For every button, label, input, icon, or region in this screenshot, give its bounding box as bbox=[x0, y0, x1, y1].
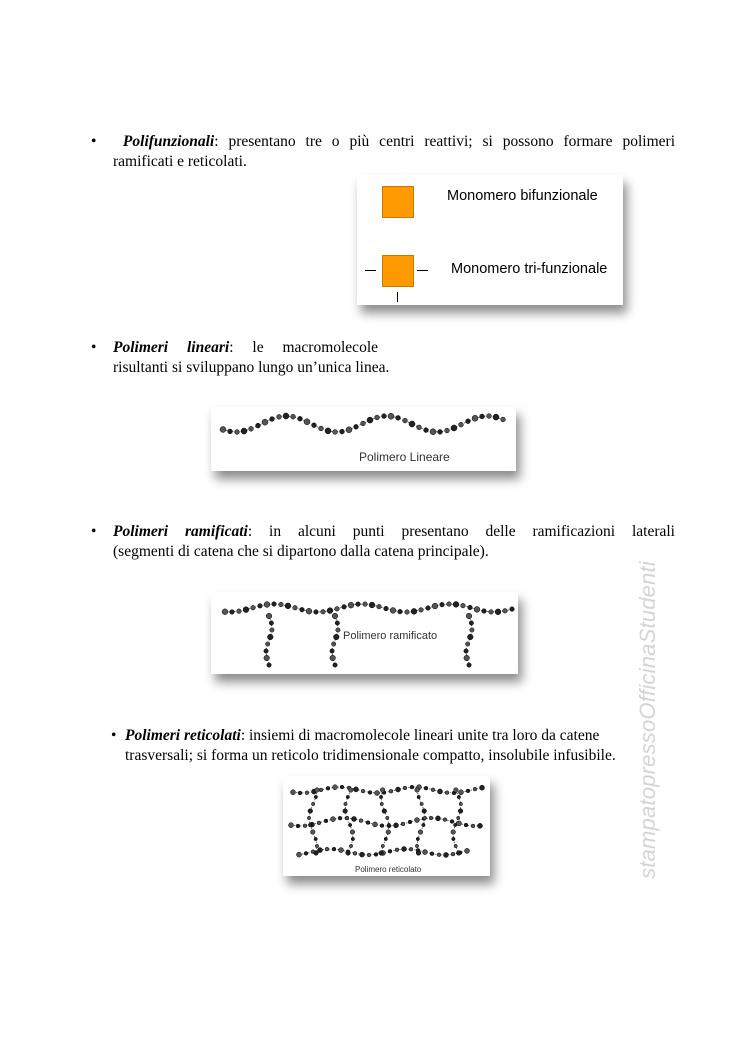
monomer-bead bbox=[340, 429, 345, 434]
monomer-bead bbox=[324, 819, 328, 823]
text-line: risultanti si sviluppano lungo un’unica linea. bbox=[113, 359, 390, 376]
monomer-bead bbox=[457, 816, 460, 819]
monomer-bead bbox=[222, 609, 228, 615]
monomer-bead bbox=[384, 837, 387, 840]
monomer-bead bbox=[332, 847, 336, 851]
label-bifunzionale: Monomero bifunzionale bbox=[447, 188, 598, 204]
monomer-bead bbox=[310, 830, 315, 835]
monomer-bead bbox=[267, 634, 273, 640]
monomer-bead bbox=[389, 789, 393, 793]
chain-beads bbox=[289, 785, 485, 858]
chain-beads bbox=[220, 413, 505, 435]
monomer-bead bbox=[469, 621, 473, 625]
monomer-bead bbox=[353, 851, 357, 855]
monomer-bead bbox=[291, 790, 296, 795]
monomer-bead bbox=[466, 789, 470, 793]
monomer-bead bbox=[262, 419, 268, 425]
monomer-bead bbox=[330, 649, 334, 653]
monomer-bead bbox=[510, 607, 515, 612]
monomer-bead bbox=[350, 830, 355, 835]
monomer-bead bbox=[465, 848, 470, 853]
monomer-bead bbox=[296, 824, 300, 828]
monomer-bead bbox=[300, 607, 305, 612]
monomer-bead bbox=[451, 852, 455, 856]
monomer-bead bbox=[380, 788, 385, 793]
monomer-bead bbox=[382, 809, 387, 814]
chain-bond bbox=[309, 790, 317, 853]
chain-bond bbox=[345, 790, 353, 853]
monomer-bead bbox=[277, 414, 282, 419]
monomer-bead bbox=[220, 426, 226, 432]
monomer-bead bbox=[396, 787, 401, 792]
monomer-bead bbox=[319, 426, 324, 431]
bullet: • bbox=[111, 727, 117, 744]
monomer-bead bbox=[314, 837, 317, 840]
monomer-bead bbox=[251, 605, 256, 610]
monomer-bead bbox=[482, 609, 487, 614]
bond-bottom bbox=[397, 292, 398, 302]
monomer-bead bbox=[438, 789, 443, 794]
monomer-bead bbox=[340, 785, 344, 789]
monomer-trifunctional-box bbox=[382, 255, 414, 287]
monomer-bead bbox=[351, 837, 354, 840]
monomer-bead bbox=[241, 428, 247, 434]
monomer-bead bbox=[416, 837, 419, 840]
monomer-bead bbox=[415, 818, 420, 823]
monomer-bead bbox=[289, 823, 294, 828]
monomer-bead bbox=[438, 429, 443, 434]
monomer-bead bbox=[380, 824, 384, 828]
term-ramificati: Polimeri ramificati bbox=[113, 523, 248, 540]
monomer-bead bbox=[408, 820, 412, 824]
monomer-bead bbox=[333, 430, 338, 435]
watermark: stampatopressoOfficinaStudenti bbox=[635, 561, 660, 879]
bullet: • bbox=[91, 133, 97, 150]
monomer-bead bbox=[279, 602, 284, 607]
monomer-bead bbox=[424, 428, 429, 433]
monomer-bead bbox=[415, 788, 420, 793]
monomer-bead bbox=[264, 655, 270, 661]
monomer-bead bbox=[308, 809, 313, 814]
monomer-bead bbox=[333, 663, 337, 667]
monomer-bead bbox=[315, 788, 320, 793]
monomer-bead bbox=[354, 787, 359, 792]
monomer-bead bbox=[416, 851, 421, 856]
monomer-bead bbox=[336, 628, 340, 632]
monomer-bead bbox=[331, 817, 336, 822]
monomer-bead bbox=[423, 816, 426, 819]
monomer-bead bbox=[396, 415, 401, 420]
bond-right bbox=[417, 270, 428, 271]
monomer-bead bbox=[291, 414, 296, 419]
monomer-bead bbox=[377, 604, 382, 609]
monomer-bead bbox=[256, 423, 261, 428]
monomer-bead bbox=[303, 824, 307, 828]
monomer-bead bbox=[411, 608, 417, 614]
monomer-bead bbox=[363, 602, 368, 607]
monomer-bead bbox=[265, 642, 269, 646]
monomer-bead bbox=[325, 428, 331, 434]
monomer-bead bbox=[429, 816, 433, 820]
monomer-bead bbox=[335, 621, 339, 625]
monomer-bead bbox=[367, 417, 373, 423]
monomer-bead bbox=[471, 824, 475, 828]
monomer-bead bbox=[319, 788, 323, 792]
monomer-bead bbox=[380, 802, 383, 805]
monomer-bead bbox=[386, 830, 391, 835]
monomer-bead bbox=[264, 602, 270, 608]
monomer-bead bbox=[306, 608, 312, 614]
paragraph-reticolati bbox=[111, 726, 665, 766]
monomer-bead bbox=[468, 605, 473, 610]
monomer-bead bbox=[327, 608, 333, 614]
branched-polymer-figure bbox=[211, 592, 518, 674]
monomer-bead bbox=[410, 785, 414, 789]
monomer-bead bbox=[480, 414, 485, 419]
monomer-bead bbox=[432, 603, 438, 609]
monomer-bead bbox=[472, 415, 478, 421]
monomer-bead bbox=[264, 649, 268, 653]
monomer-bead bbox=[235, 430, 240, 435]
monomer-bead bbox=[443, 818, 447, 822]
monomer-bead bbox=[445, 791, 449, 795]
monomer-bead bbox=[374, 852, 378, 856]
monomer-bead bbox=[493, 414, 499, 420]
monomer-bead bbox=[384, 606, 389, 611]
monomer-bead bbox=[457, 795, 460, 798]
network-polymer-figure bbox=[283, 776, 490, 876]
monomer-bead bbox=[430, 852, 434, 856]
monomer-bead bbox=[369, 602, 375, 608]
monomer-bead bbox=[343, 809, 348, 814]
monomer-bead bbox=[390, 608, 396, 614]
paragraph-ramificati bbox=[91, 522, 675, 562]
monomer-bead bbox=[451, 830, 456, 835]
bond-left bbox=[365, 270, 376, 271]
monomer-bead bbox=[445, 428, 450, 433]
bullet: • bbox=[91, 523, 97, 540]
paragraph-lineari bbox=[91, 338, 390, 378]
monomer-bead bbox=[422, 809, 427, 814]
monomer-bead bbox=[368, 791, 372, 795]
text-line: trasversali; si forma un reticolo tridimensionale compatto, insolubile infusibile. bbox=[125, 747, 616, 764]
monomer-bead bbox=[326, 786, 330, 790]
monomer-bead bbox=[437, 853, 441, 857]
monomer-bead bbox=[489, 610, 494, 615]
monomer-bead bbox=[423, 850, 428, 855]
monomer-bead bbox=[459, 422, 464, 427]
caption-network: Polimero reticolato bbox=[355, 865, 422, 874]
monomer-bead bbox=[454, 788, 459, 793]
chain-bond bbox=[381, 790, 389, 853]
monomer-bead bbox=[375, 790, 380, 795]
monomer-bead bbox=[501, 417, 506, 422]
monomer-bead bbox=[304, 851, 308, 855]
monomer-bead bbox=[367, 853, 371, 857]
monomer-bead bbox=[465, 642, 469, 646]
monomer-bead bbox=[487, 414, 492, 419]
monomer-bead bbox=[366, 821, 370, 825]
monomer-bead bbox=[457, 821, 462, 826]
monomer-bead bbox=[307, 816, 310, 819]
monomer-bead bbox=[361, 789, 365, 793]
monomer-bead bbox=[444, 852, 449, 857]
monomer-bead bbox=[304, 419, 310, 425]
bullet: • bbox=[91, 339, 97, 356]
monomer-bead bbox=[305, 791, 309, 795]
monomer-bead bbox=[436, 816, 441, 821]
monomer-bead bbox=[267, 663, 271, 667]
monomer-bead bbox=[458, 809, 463, 814]
monomer-bead bbox=[478, 823, 483, 828]
monomer-bead bbox=[283, 413, 289, 419]
monomer-bead bbox=[503, 609, 508, 614]
monomer-bead bbox=[331, 642, 335, 646]
text-line: : in alcuni punti presentano delle ramificazioni laterali bbox=[247, 523, 675, 540]
monomer-bead bbox=[379, 851, 384, 856]
monomer-bead bbox=[456, 851, 461, 856]
monomer-bead bbox=[311, 802, 314, 805]
monomer-bead bbox=[398, 609, 403, 614]
monomer-bifunctional-box bbox=[382, 186, 414, 218]
monomer-bead bbox=[342, 605, 347, 610]
monomer-bead bbox=[346, 795, 349, 798]
monomer-bead bbox=[335, 607, 340, 612]
monomer-bead bbox=[379, 795, 382, 798]
monomer-bead bbox=[420, 802, 423, 805]
monomer-bead bbox=[237, 609, 242, 614]
monomer-bead bbox=[333, 634, 339, 640]
monomer-bead bbox=[430, 429, 436, 435]
monomer-bead bbox=[453, 601, 459, 607]
caption-branched: Polimero ramificato bbox=[343, 630, 438, 642]
monomer-bead bbox=[345, 816, 348, 819]
monomer-bead bbox=[356, 602, 361, 607]
monomer-bead bbox=[459, 802, 462, 805]
monomer-bead bbox=[333, 785, 338, 790]
monomer-bead bbox=[315, 844, 318, 847]
monomer-bead bbox=[266, 613, 272, 619]
monomer-bead bbox=[348, 602, 354, 608]
monomer-bead bbox=[381, 844, 384, 847]
linear-polymer-figure bbox=[211, 407, 516, 471]
monomer-bead bbox=[317, 821, 321, 825]
monomer-bead bbox=[349, 788, 354, 793]
monomer-bead bbox=[452, 837, 455, 840]
monomer-bead bbox=[348, 823, 351, 826]
monomer-bead bbox=[386, 816, 389, 819]
monomer-bead bbox=[375, 415, 380, 420]
monomer-bead bbox=[344, 802, 347, 805]
monomer-bead bbox=[314, 795, 317, 798]
monomer-bead bbox=[314, 851, 319, 856]
monomer-bead bbox=[403, 418, 408, 423]
paragraph-polifunzionali bbox=[91, 132, 675, 172]
monomer-bead bbox=[387, 823, 390, 826]
monomer-bead bbox=[228, 429, 233, 434]
monomer-bead bbox=[409, 421, 415, 427]
monomer-bead bbox=[314, 610, 319, 615]
monomer-bead bbox=[464, 649, 468, 653]
monomer-bead bbox=[352, 816, 357, 821]
monomer-bead bbox=[354, 424, 359, 429]
monomer-bead bbox=[332, 613, 338, 619]
monomer-bead bbox=[474, 607, 480, 613]
monomer-bead bbox=[360, 852, 365, 857]
monomer-bead bbox=[330, 655, 336, 661]
monomer-bead bbox=[272, 602, 277, 607]
monomer-bead bbox=[422, 823, 425, 826]
monomer-bead bbox=[467, 663, 471, 667]
monomer-bead bbox=[298, 791, 302, 795]
monomer-bead bbox=[447, 602, 452, 607]
monomer-bead bbox=[454, 823, 457, 826]
monomer-bead bbox=[403, 786, 407, 790]
monomer-bead bbox=[382, 414, 387, 419]
monomer-bead bbox=[466, 419, 471, 424]
monomer-bead bbox=[480, 785, 485, 790]
monomer-bead bbox=[470, 628, 474, 632]
monomer-bead bbox=[495, 609, 501, 615]
monomer-bead bbox=[297, 852, 302, 857]
monomer-bead bbox=[388, 413, 394, 419]
monomer-bead bbox=[415, 844, 418, 847]
monomer-figure bbox=[357, 175, 623, 305]
monomer-bead bbox=[451, 425, 457, 431]
monomer-bead bbox=[464, 823, 468, 827]
text-line: : insiemi di macromolecole lineari unite tra loro da catene bbox=[240, 727, 600, 744]
monomer-bead bbox=[426, 606, 431, 611]
network-chain bbox=[283, 776, 490, 876]
monomer-bead bbox=[285, 603, 291, 609]
monomer-bead bbox=[395, 848, 399, 852]
monomer-bead bbox=[394, 823, 399, 828]
monomer-bead bbox=[293, 605, 298, 610]
monomer-bead bbox=[461, 603, 466, 608]
monomer-bead bbox=[269, 621, 273, 625]
monomer-bead bbox=[431, 788, 435, 792]
monomer-bead bbox=[338, 816, 342, 820]
monomer-bead bbox=[454, 844, 457, 847]
monomer-bead bbox=[417, 795, 420, 798]
monomer-bead bbox=[450, 820, 454, 824]
monomer-bead bbox=[321, 609, 326, 614]
caption-linear: Polimero Lineare bbox=[359, 450, 450, 464]
monomer-bead bbox=[230, 610, 235, 615]
monomer-bead bbox=[424, 786, 428, 790]
label-trifunzionale: Monomero tri-funzionale bbox=[451, 261, 608, 277]
monomer-bead bbox=[312, 423, 317, 428]
term-lineari: Polimeri lineari bbox=[113, 339, 230, 356]
monomer-bead bbox=[467, 634, 473, 640]
monomer-bead bbox=[401, 822, 405, 826]
monomer-bead bbox=[373, 822, 378, 827]
monomer-bead bbox=[388, 849, 392, 853]
monomer-bead bbox=[402, 847, 407, 852]
monomer-bead bbox=[349, 844, 352, 847]
term-reticolati: Polimeri reticolati bbox=[125, 727, 241, 744]
monomer-bead bbox=[418, 830, 423, 835]
monomer-bead bbox=[308, 823, 311, 826]
monomer-bead bbox=[298, 416, 303, 421]
monomer-bead bbox=[361, 421, 366, 426]
monomer-bead bbox=[346, 851, 351, 856]
monomer-bead bbox=[258, 604, 263, 609]
monomer-bead bbox=[466, 613, 472, 619]
monomer-bead bbox=[459, 790, 464, 795]
monomer-bead bbox=[270, 417, 275, 422]
monomer-bead bbox=[464, 655, 470, 661]
text-line: (segmenti di catena che si dipartono dalla catena principale). bbox=[113, 543, 489, 560]
term-polifunzionali: Polifunzionali bbox=[122, 133, 215, 150]
text-line: : le macromolecole bbox=[229, 339, 379, 356]
text-line: : presentano tre o più centri reattivi; si possono formare polimeri bbox=[214, 133, 675, 150]
monomer-bead bbox=[405, 610, 410, 615]
monomer-bead bbox=[270, 628, 274, 632]
monomer-bead bbox=[473, 787, 477, 791]
monomer-bead bbox=[409, 847, 413, 851]
monomer-bead bbox=[325, 847, 329, 851]
monomer-bead bbox=[359, 819, 363, 823]
monomer-bead bbox=[440, 602, 445, 607]
monomer-bead bbox=[346, 427, 352, 433]
monomer-bead bbox=[243, 607, 249, 613]
monomer-bead bbox=[417, 425, 422, 430]
text-line: ramificati e reticolati. bbox=[113, 153, 247, 170]
monomer-bead bbox=[419, 608, 424, 613]
monomer-bead bbox=[249, 426, 254, 431]
monomer-bead bbox=[339, 848, 344, 853]
